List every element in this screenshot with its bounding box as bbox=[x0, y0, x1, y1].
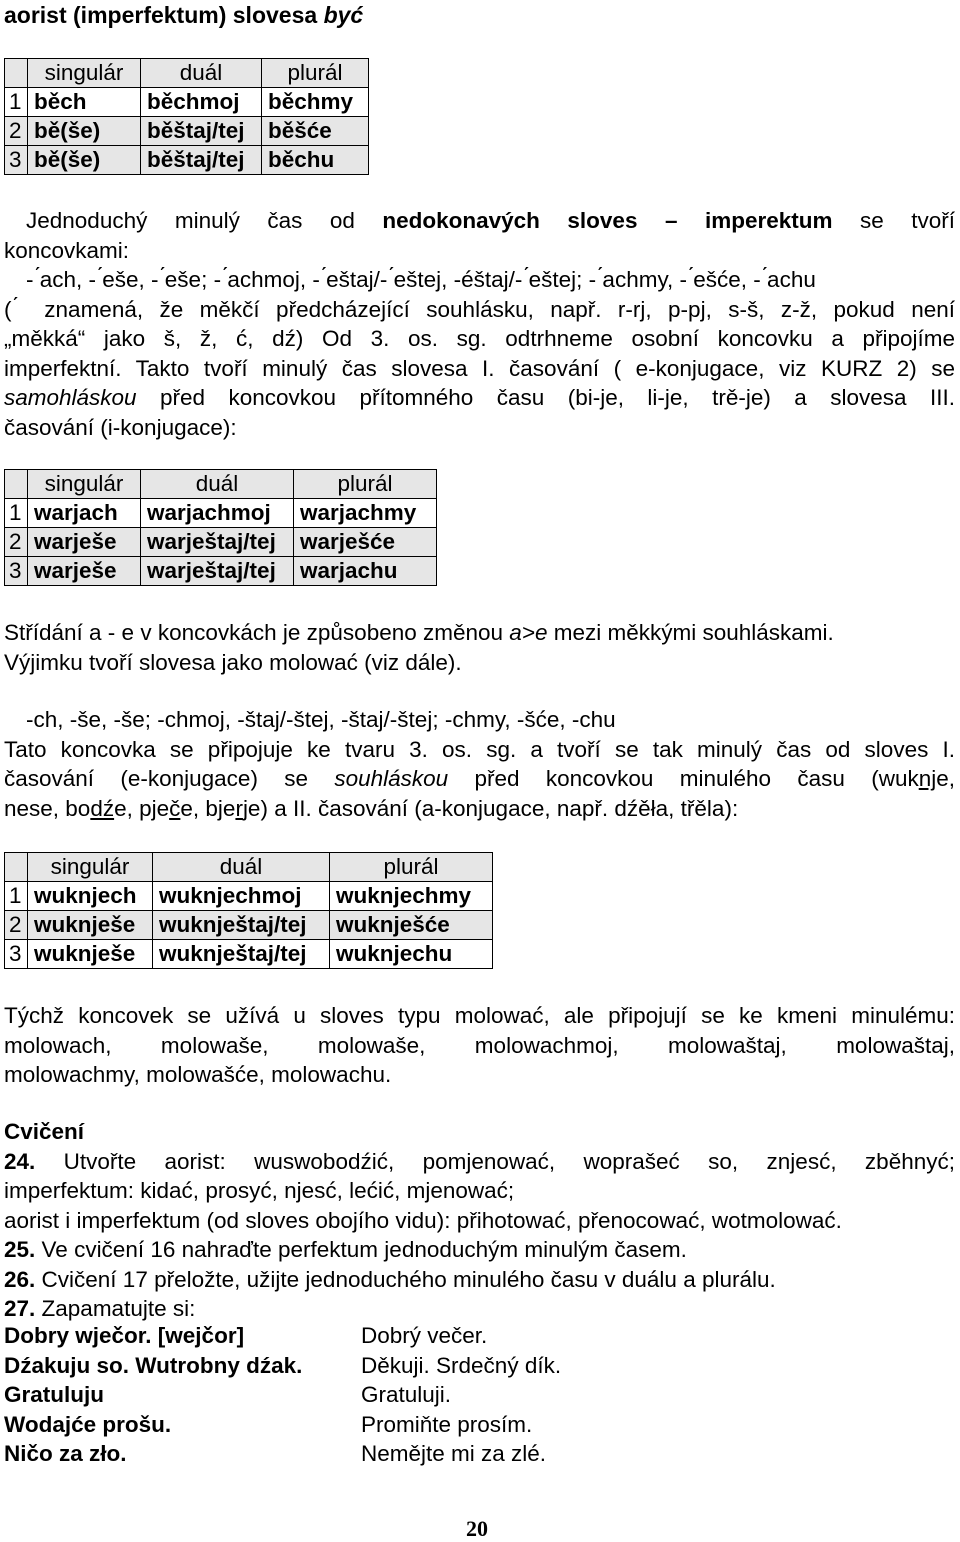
molowac-note bbox=[4, 1001, 955, 1090]
text-run: Střídání a - e v koncovkách je způsobeno změnou bbox=[4, 620, 510, 645]
exercise-number: 27. bbox=[4, 1296, 36, 1321]
alternation-note bbox=[4, 618, 955, 677]
text-line: „měkká“ jako š, ž, ć, dź) Od 3. os. sg. odtrhneme osobní koncovku a připojíme bbox=[4, 326, 955, 351]
table-cell: warještaj/tej bbox=[141, 557, 294, 586]
page-title bbox=[4, 2, 363, 29]
table-cell: běštaj/tej bbox=[141, 146, 262, 175]
table-cell: wuknjechmy bbox=[330, 882, 493, 911]
underlined-letters: č bbox=[169, 795, 181, 821]
title-verb: być bbox=[323, 2, 364, 28]
text-line: aorist i imperfektum (od sloves obojího vidu): přihotować, přenocować, wotmolować. bbox=[4, 1207, 842, 1233]
italic-term: samohláskou bbox=[4, 385, 137, 410]
exercises-heading bbox=[4, 1117, 955, 1147]
table-row bbox=[5, 557, 437, 586]
table-corner-cell bbox=[5, 59, 28, 88]
exercise-27 bbox=[4, 1294, 955, 1324]
person-number: 2 bbox=[5, 911, 28, 940]
table-row bbox=[5, 117, 369, 146]
person-number: 1 bbox=[5, 88, 28, 117]
table-cell: wuknještaj/tej bbox=[153, 940, 330, 969]
sorbian-phrase: Gratuluju bbox=[4, 1382, 104, 1407]
text-run: nese, bo bbox=[4, 795, 91, 821]
exercise-number: 26. bbox=[4, 1266, 36, 1292]
table-cell: warješće bbox=[294, 528, 437, 557]
person-number: 1 bbox=[5, 499, 28, 528]
table-cell: běchu bbox=[262, 146, 369, 175]
text-line: časování (i-konjugace): bbox=[4, 414, 237, 440]
header-dual: duál bbox=[153, 853, 330, 882]
table-cell: wuknještaj/tej bbox=[153, 911, 330, 940]
person-number: 3 bbox=[5, 146, 28, 175]
imperfect-explanation bbox=[4, 206, 955, 442]
page-number: 20 bbox=[466, 1516, 488, 1541]
header-plural: plurál bbox=[330, 853, 493, 882]
czech-translation: Nemějte mi za zlé. bbox=[361, 1441, 547, 1466]
exercises-section bbox=[4, 1117, 955, 1324]
table-cell: wuknješe bbox=[28, 911, 153, 940]
table-cell: warješe bbox=[28, 528, 141, 557]
exercise-number: 24. bbox=[4, 1148, 36, 1174]
table-row bbox=[5, 882, 493, 911]
text-line: imperfektum: kidać, prosyć, njesć, lećić, mjenować; bbox=[4, 1178, 515, 1203]
text-line: imperfektní. Takto tvoří minulý čas slovesa I. časování ( e-konjugace, viz KURZ 2) se bbox=[4, 355, 955, 381]
table-corner-cell bbox=[5, 853, 28, 882]
table-corner-cell bbox=[5, 470, 28, 499]
person-number: 2 bbox=[5, 117, 28, 146]
underlined-letters: nj bbox=[918, 766, 937, 791]
table-cell: warjachu bbox=[294, 557, 437, 586]
italic-term: souhláskou bbox=[334, 766, 449, 791]
header-plural: plurál bbox=[294, 470, 437, 499]
table-row bbox=[5, 88, 369, 117]
table-cell: warješe bbox=[28, 557, 141, 586]
text-run: časování (e-konjugace) se bbox=[4, 766, 335, 791]
table-cell: warjachmy bbox=[294, 499, 437, 528]
table-row bbox=[5, 528, 437, 557]
endings-line: - ́ach, - ́eše, - ́eše; - ́achmoj, - ́eštaj/- ́eštej, -éštaj/- ́eštej; - ́achmy, - ́ešće, - ́achu bbox=[26, 267, 816, 292]
header-dual: duál bbox=[141, 59, 262, 88]
exercise-24 bbox=[4, 1147, 955, 1177]
table-row bbox=[5, 499, 437, 528]
czech-translation: Gratuluji. bbox=[361, 1382, 452, 1407]
exercise-25 bbox=[4, 1235, 955, 1265]
text-line: Tato koncovka se připojuje ke tvaru 3. os. sg. a tvoří se tak minulý čas od sloves I. bbox=[4, 736, 955, 762]
title-text: aorist (imperfektum) slovesa bbox=[4, 2, 324, 28]
table-row bbox=[5, 146, 369, 175]
text-run: Cvičení 17 přeložte, užijte jednoduchého minulého času v duálu a plurálu. bbox=[35, 1266, 776, 1292]
text-line: Výjimku tvoří slovesa jako molować (viz dále). bbox=[4, 649, 462, 675]
sorbian-phrase: Wodajće prošu. bbox=[4, 1411, 172, 1437]
czech-translation: Děkuji. Srdečný dík. bbox=[361, 1352, 562, 1378]
endings-line: -ch, -še, -še; -chmoj, -štaj/-štej, -štaj/-štej; -chmy, -šće, -chu bbox=[26, 707, 616, 732]
table-cell: bě(še) bbox=[28, 146, 141, 175]
person-number: 1 bbox=[5, 882, 28, 911]
table-cell: warjachmoj bbox=[141, 499, 294, 528]
text-line bbox=[4, 618, 955, 648]
sorbian-phrase: Dźakuju so. Wutrobny dźak. bbox=[4, 1352, 303, 1378]
text-run: před koncovkou přítomného času (bi-je, li-je, trě-je) a slovesa III. bbox=[136, 385, 955, 410]
text-run: e, bje bbox=[180, 795, 236, 821]
text-line: molowach, molowaše, molowaše, molowachmoj, molowaštaj, molowaštaj, bbox=[4, 1032, 955, 1058]
text-line bbox=[4, 206, 955, 236]
table-cell: bě(še) bbox=[28, 117, 141, 146]
conjugation-table-warjeć bbox=[4, 469, 437, 586]
table-header-row bbox=[5, 853, 493, 882]
text-run: se tvoří bbox=[832, 208, 956, 233]
table-cell: wuknjechmoj bbox=[153, 882, 330, 911]
table-row bbox=[5, 940, 493, 969]
header-singular: singulár bbox=[28, 470, 141, 499]
consonant-endings-explanation bbox=[4, 705, 955, 823]
underlined-letters: dź bbox=[90, 795, 115, 821]
table-cell: warjach bbox=[28, 499, 141, 528]
header-dual: duál bbox=[141, 470, 294, 499]
text-line: molowachmy, molowašće, molowachu. bbox=[4, 1062, 392, 1087]
italic-term: a>e bbox=[509, 620, 548, 645]
table-cell: běchmy bbox=[262, 88, 369, 117]
table-row bbox=[5, 911, 493, 940]
heading-text: Cvičení bbox=[4, 1119, 85, 1144]
person-number: 3 bbox=[5, 557, 28, 586]
text-line: Týchž koncovek se užívá u sloves typu molować, ale připojují se ke kmeni minulému: bbox=[4, 1003, 955, 1028]
text-line: koncovkami: bbox=[4, 237, 130, 263]
header-singular: singulár bbox=[28, 59, 141, 88]
header-plural: plurál bbox=[262, 59, 369, 88]
table-cell: běchmoj bbox=[141, 88, 262, 117]
underlined-letters: r bbox=[235, 795, 243, 821]
conjugation-table-byc bbox=[4, 58, 369, 175]
text-run: před koncovkou minulého času (wuk bbox=[448, 766, 919, 791]
text-run: je) a II. časování (a-konjugace, např. dźěła, třěla): bbox=[242, 795, 739, 821]
text-run: Zapamatujte si: bbox=[35, 1296, 196, 1321]
sorbian-phrase: Dobry wječor. [wejčor] bbox=[4, 1323, 245, 1348]
text-run: mezi měkkými souhláskami. bbox=[547, 620, 834, 645]
text-line bbox=[4, 383, 955, 413]
table-header-row bbox=[5, 59, 369, 88]
text-line: ( ́ znamená, že měkčí předcházející souhlásku, např. r-rj, p-pj, s-š, z-ž, pokud není bbox=[4, 296, 955, 322]
text-run: Utvořte aorist: wuswobodźić, pomjenować, woprašeć so, znjesć, zběhnyć; bbox=[35, 1148, 955, 1174]
sorbian-phrase: Ničo za zło. bbox=[4, 1441, 127, 1466]
exercise-26 bbox=[4, 1265, 955, 1295]
table-cell: warještaj/tej bbox=[141, 528, 294, 557]
table-cell: běštaj/tej bbox=[141, 117, 262, 146]
table-cell: wuknješe bbox=[28, 940, 153, 969]
text-run: e, pje bbox=[114, 795, 170, 821]
text-run: e, bbox=[936, 766, 955, 791]
table-cell: wuknjech bbox=[28, 882, 153, 911]
bold-term: nedokonavých sloves – imperektum bbox=[382, 208, 833, 233]
table-cell: wuknješće bbox=[330, 911, 493, 940]
table-cell: wuknjechu bbox=[330, 940, 493, 969]
exercise-number: 25. bbox=[4, 1237, 36, 1262]
conjugation-table-wuknyć bbox=[4, 852, 493, 969]
text-run: Ve cvičení 16 nahraďte perfektum jednoduchým minulým časem. bbox=[35, 1237, 687, 1262]
text-line bbox=[4, 764, 955, 794]
person-number: 3 bbox=[5, 940, 28, 969]
czech-translation: Promiňte prosím. bbox=[361, 1411, 533, 1437]
czech-translation: Dobrý večer. bbox=[361, 1323, 488, 1348]
table-header-row bbox=[5, 470, 437, 499]
text-line bbox=[4, 794, 955, 824]
text-run: Jednoduchý minulý čas od bbox=[26, 208, 383, 233]
table-cell: běch bbox=[28, 88, 141, 117]
table-cell: běšće bbox=[262, 117, 369, 146]
header-singular: singulár bbox=[28, 853, 153, 882]
person-number: 2 bbox=[5, 528, 28, 557]
